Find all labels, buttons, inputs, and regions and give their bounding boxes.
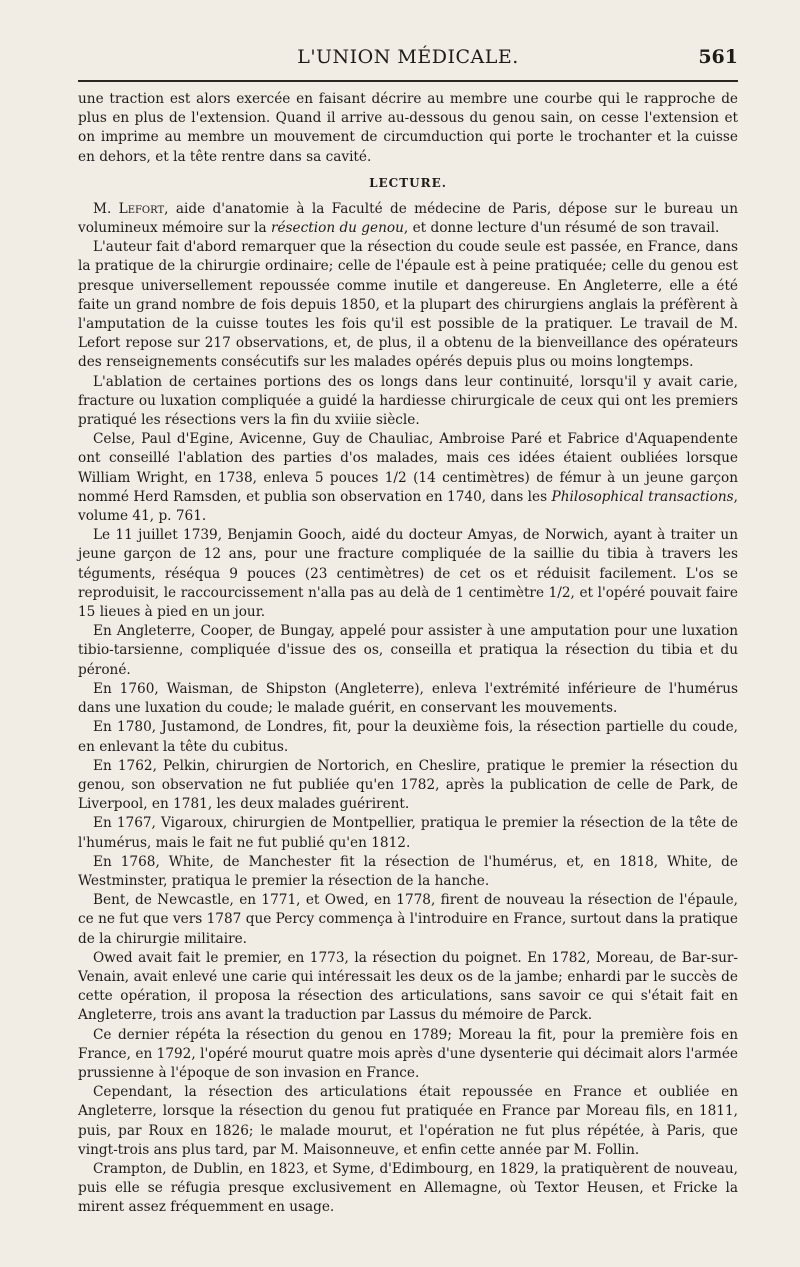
header-rule	[78, 80, 738, 82]
paragraph: Ce dernier répéta la résection du genou en 1789; Moreau la fit, pour la première fois en France, en 1792, l'opéré mourut quatre mois après d'une dysenterie qui décimait alors l'armée prussienne à l'époque de son invasion en France.	[78, 1026, 738, 1081]
paragraph: En Angleterre, Cooper, de Bungay, appelé pour assister à une amputation pour une luxation tibio-tarsienne, compliquée d'issue des os, conseilla et pratiqua la résection du tibia et du péroné.	[78, 623, 738, 678]
lead-m: M.	[93, 200, 119, 217]
paragraph: En 1767, Vigaroux, chirurgien de Montpellier, pratiqua le premier la résection de la tête de l'humérus, mais le fait ne fut publié qu'en 1812.	[78, 815, 738, 851]
paragraph: Bent, de Newcastle, en 1771, et Owed, en 1778, firent de nouveau la résection de l'épaule, ce ne fut que vers 1787 que Percy commença à l'introduire en France, surtout dans la pratique de la chirurgie militaire.	[78, 892, 738, 947]
lead-post: , et donne lecture d'un résumé de son travail.	[403, 220, 720, 237]
page-header	[78, 46, 738, 76]
lead-memoir-title: résection du genou	[270, 220, 404, 237]
paragraph-continuation: une traction est alors exercée en faisant décrire au membre une courbe qui le rapproche de plus en plus de l'extension. Quand il arrive au-dessous du genou sain, on cesse l'extension et on imprime au membre un mouvement de circumduction qui porte le trochanter et la cuisse en dehors, et la tête rentre dans sa cavité.	[78, 91, 738, 165]
paragraph: L'auteur fait d'abord remarquer que la résection du coude seule est passée, en France, dans la pratique de la chirurgie ordinaire; celle de l'épaule est à peine pratiquée; celle du genou est presque universellement repoussée comme inutile et dangereuse. En Angleterre, elle a été faite un grand nombre de fois depuis 1850, et la plupart des chirurgiens anglais la préfèrent à l'amputation de la cuisse toutes les fois qu'il est possible de la pratiquer. Le travail de M. Lefort repose sur 217 observations, et, de plus, il a obtenu de la bienveillance des opérateurs des renseignements consécutifs sur les malades opérés depuis plus ou moins longtemps.	[78, 239, 738, 371]
paragraph: Cependant, la résection des articulations était repoussée en France et oubliée en Angleterre, lorsque la résection du genou fut pratiquée en France par Moreau fils, en 1811, puis, par Roux en 1826; le malade mourut, et l'opération ne fut plus répétée, à Paris, que vingt-trois ans plus tard, par M. Maisonneuve, et enfin cette année par M. Follin.	[78, 1084, 738, 1158]
paragraph: Owed avait fait le premier, en 1773, la résection du poignet. En 1782, Moreau, de Bar-sur-Venain, avait enlevé une carie qui intéressait les deux os de la jambe; enhardi par le succès de cette opération, il proposa la résection des articulations, sans savoir ce qui s'était fait en Angleterre, trois ans avant la traduction par Lassus du mémoire de Parck.	[78, 949, 738, 1024]
lead-pre: , aide d'anatomie à la Faculté de médecine de Paris, dépose sur le bureau un volumineux mémoire sur la	[78, 200, 739, 237]
p4-pre: Celse, Paul d'Egine, Avicenne, Guy de Chauliac, Ambroise Paré et Fabrice d'Aquapendente ont conseillé l'ablation des parties d'os malades, mais ces idées étaient oubliées lorsque William Wright, en 1738, enleva 5 pouces 1/2 (14 centimètres) de fémur à un jeune garçon nommé Herd Ramsden, et publia son observation en 1740, dans les	[78, 431, 738, 505]
paragraph	[78, 430, 738, 526]
paragraph: Le 11 juillet 1739, Benjamin Gooch, aidé du docteur Amyas, de Norwich, ayant à traiter un jeune garçon de 12 ans, pour une fracture compliquée de la saillie du tibia à travers les téguments, réséqua 9 pouces (23 centimètres) de cet os et réduisit facilement. L'os se reproduisit, le raccourcissement n'alla pas au delà de 1 centimètre 1/2, et l'opéré pouvait faire 15 lieues à pied en un jour.	[78, 527, 738, 621]
paragraph: Crampton, de Dublin, en 1823, et Syme, d'Edimbourg, en 1829, la pratiquèrent de nouveau, puis elle se réfugia presque exclusivement en Allemagne, où Textor Heusen, et Fricke la mirent assez fréquemment en usage.	[78, 1160, 738, 1216]
section-heading: LECTURE.	[369, 175, 447, 190]
paragraph-lead	[78, 200, 738, 238]
lead-author-name: Lefort	[118, 200, 165, 217]
running-title: L'UNION MÉDICALE.	[297, 46, 519, 68]
paragraph: En 1768, White, de Manchester fit la résection de l'humérus, et, en 1818, White, de Westminster, pratiqua le premier la résection de la hanche.	[78, 853, 738, 889]
paragraph: En 1760, Waisman, de Shipston (Angleterre), enleva l'extrémité inférieure de l'humérus dans une luxation du coude; le malade guérit, en conservant les mouvements.	[78, 680, 738, 717]
journal-title: Philosophical transactions	[551, 488, 734, 505]
paragraph: L'ablation de certaines portions des os longs dans leur continuité, lorsqu'il y avait carie, fracture ou luxation compliquée a guidé la hardiesse chirurgicale de ceux qui ont les premiers pratiqué les résections vers la fin du xviiie siècle.	[78, 373, 738, 429]
paragraph: En 1762, Pelkin, chirurgien de Nortorich, en Cheslire, pratique le premier la résection du genou, son observation ne fut publiée qu'en 1782, après la publication de celle de Park, de Liverpool, en 1781, les deux malades guérirent.	[78, 757, 738, 813]
p4-post: , volume 41, p. 761.	[78, 488, 739, 525]
body-text	[78, 90, 738, 1218]
paragraph: En 1780, Justamond, de Londres, fit, pour la deuxième fois, la résection partielle du coude, en enlevant la tête du cubitus.	[78, 719, 738, 755]
page-number: 561	[698, 46, 738, 68]
